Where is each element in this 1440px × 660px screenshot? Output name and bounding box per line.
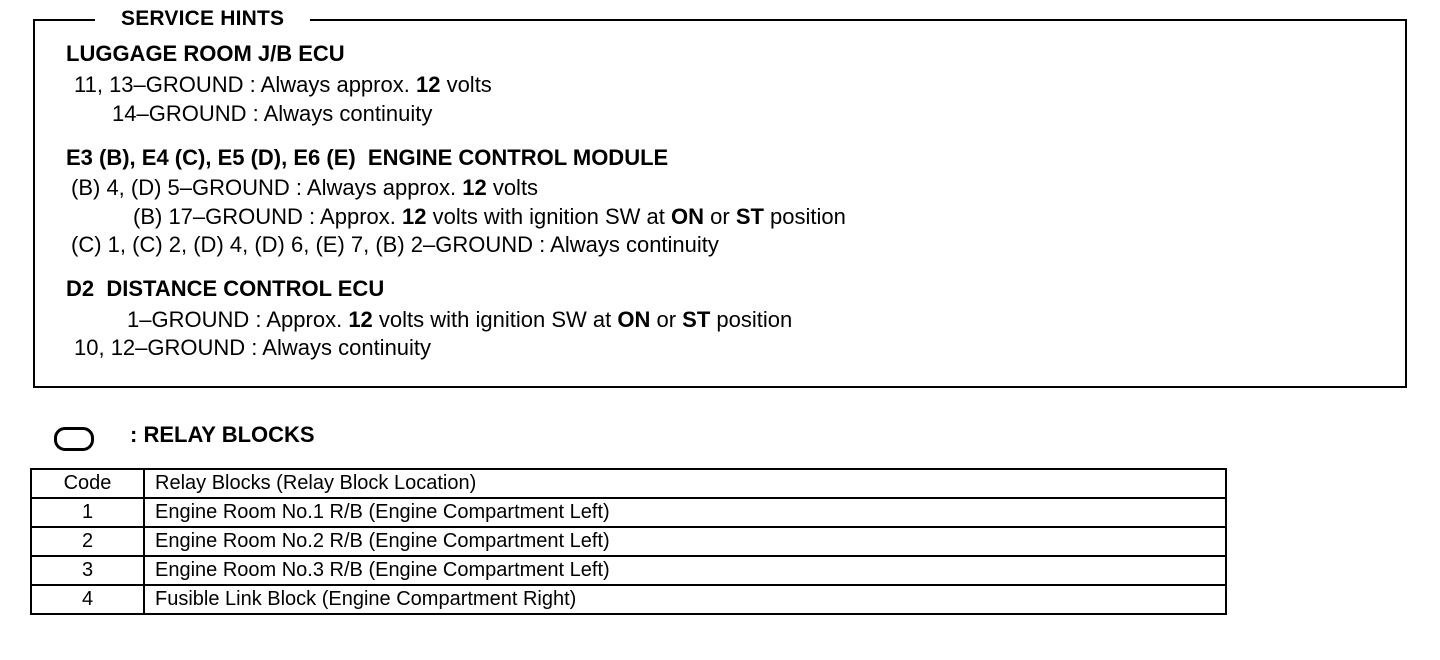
row-code: 3 [31,556,144,585]
ecm-heading: E3 (B), E4 (C), E5 (D), E6 (E) ENGINE CONTROL MODULE [66,145,669,170]
table-header-row [31,469,1226,498]
table-row [31,527,1226,556]
row-code: 4 [31,585,144,614]
ecm-line-2: (B) 17–GROUND : Approx. 12 volts with ignition SW at ON or ST position [133,204,846,229]
luggage-ecu-line-1: 11, 13–GROUND : Always approx. 12 volts [74,72,492,97]
row-description: Engine Room No.2 R/B (Engine Compartment Left) [144,527,1226,556]
header-relay-blocks: Relay Blocks (Relay Block Location) [144,469,1226,498]
table-row [31,585,1226,614]
row-code: 2 [31,527,144,556]
distance-ecu-line-2: 10, 12–GROUND : Always continuity [74,335,432,360]
distance-ecu-line-1: 1–GROUND : Approx. 12 volts with ignition SW at ON or ST position [127,307,793,332]
ecm-line-1: (B) 4, (D) 5–GROUND : Always approx. 12 volts [71,175,539,200]
luggage-ecu-line-2: 14–GROUND : Always continuity [112,101,433,126]
row-description: Engine Room No.3 R/B (Engine Compartment Left) [144,556,1226,585]
table-row [31,556,1226,585]
row-description: Engine Room No.1 R/B (Engine Compartment Left) [144,498,1226,527]
row-description: Fusible Link Block (Engine Compartment Right) [144,585,1226,614]
ecm-line-3: (C) 1, (C) 2, (D) 4, (D) 6, (E) 7, (B) 2–GROUND : Always continuity [71,232,719,257]
table-row [31,498,1226,527]
row-code: 1 [31,498,144,527]
rounded-rectangle-icon [54,427,94,451]
distance-ecu-heading: D2 DISTANCE CONTROL ECU [66,276,385,301]
service-hints-title: SERVICE HINTS [95,6,310,32]
luggage-ecu-heading: LUGGAGE ROOM J/B ECU [66,41,345,66]
header-code: Code [31,469,144,498]
relay-blocks-table [30,468,1227,615]
relay-blocks-label: : RELAY BLOCKS [130,422,315,447]
